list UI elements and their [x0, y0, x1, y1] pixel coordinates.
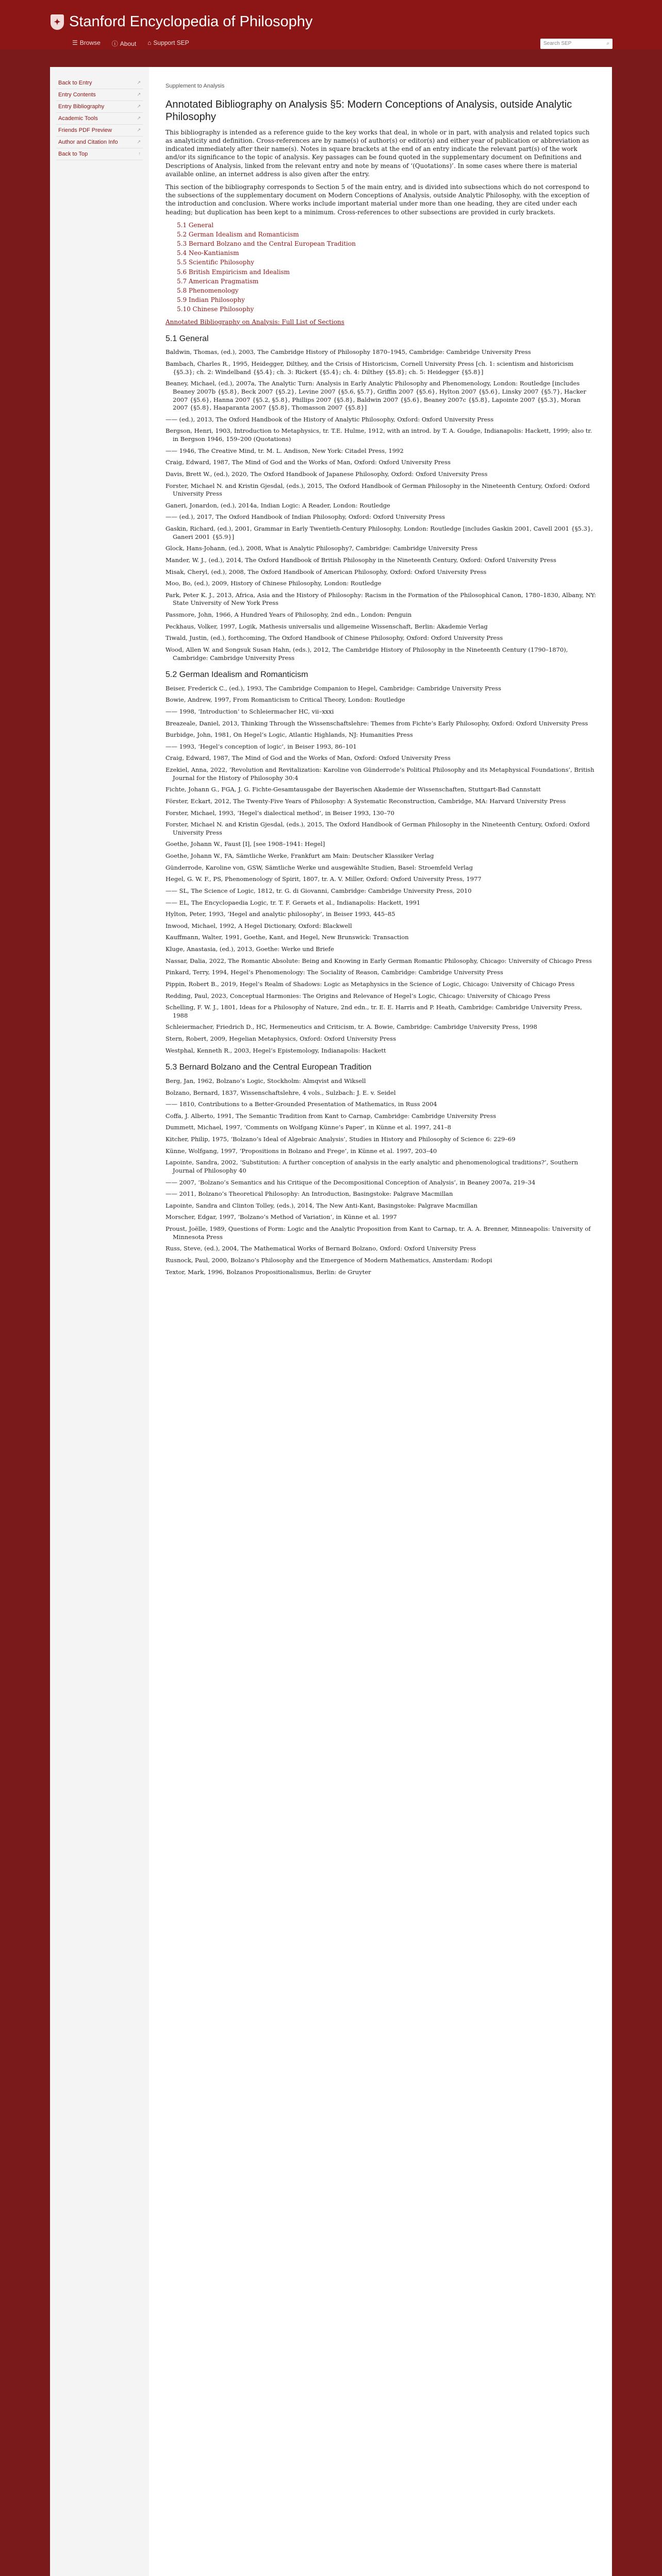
bibliography-entry: Beaney, Michael, (ed.), 2007a, The Analytic Turn: Analysis in Early Analytic Philosophy and Phenomenology, London: Routledge [includes Beaney 2007b {§5.8}, Beck 2007 {§5.2}, Levine 2007 {§5.6, §5.7}, Griffin 2007 {§5.6}, Hylton 2007 {§5.6}, Linsky 2007 {§5.7}, Hacker 2007 {§5.6}, Hanna 2007 {§5.2, §5.8}, Phillips 2007 {§5.8}, Baldwin 2007 {§5.6}, Beaney 2007c {§5.8}, Lapointe 2007 {§5.3}, Moran 2007 {§5.8}, Haaparanta 2007 {§5.8}, Thomasson 2007 {§5.8}]: [166, 380, 586, 412]
toc-link[interactable]: 5.8 Phenomenology: [177, 287, 239, 295]
bibliography-entry: Redding, Paul, 2023, Conceptual Harmonies: The Origins and Relevance of Hegel’s Logic, Chicago: University of Chicago Press: [166, 992, 551, 999]
bibliography-entry: Bambach, Charles R., 1995, Heidegger, Dilthey, and the Crisis of Historicism, Cornell University Press [ch. 1: scientism and historicism {§5.3}; ch. 2: Windelband {§5.4}; ch. 3: Rickert {§5.4}; ch. 4: Dilthey {§5.8}; ch. 5: Heidegger {§5.8}]: [166, 360, 574, 376]
sidebar-item-entry-contents[interactable]: Entry Contents ↗: [56, 89, 143, 101]
site-logo[interactable]: [51, 13, 312, 30]
bibliography-entry: —— 1993, ‘Hegel’s conception of logic’, in Beiser 1993, 86–101: [166, 742, 357, 750]
bibliography-entry: Pinkard, Terry, 1994, Hegel’s Phenomenology: The Sociality of Reason, Cambridge: Cambridge University Press: [166, 969, 503, 976]
bibliography-entry: Westphal, Kenneth R., 2003, Hegel’s Epistemology, Indianapolis: Hackett: [166, 1046, 386, 1054]
bibliography-entry: Wood, Allen W. and Songsuk Susan Hahn, (eds.), 2012, The Cambridge History of Philosophy in the Nineteenth Century (1790–1870), Cambridge: Cambridge University Press: [166, 646, 568, 662]
bibliography-entry: Burbidge, John, 1981, On Hegel’s Logic, Atlantic Highlands, NJ: Humanities Press: [166, 731, 413, 739]
bibliography-entry: Kluge, Anastasia, (ed.), 2013, Goethe: Werke und Briefe: [166, 945, 334, 953]
bibliography-entry: Beiser, Frederick C., (ed.), 1993, The Cambridge Companion to Hegel, Cambridge: Cambridge University Press: [166, 684, 502, 692]
toc-link[interactable]: 5.9 Indian Philosophy: [177, 296, 245, 304]
sep-logo-icon: ✦: [51, 14, 64, 30]
bibliography-entry: —— 2011, Bolzano’s Theoretical Philosophy: An Introduction, Basingstoke: Palgrave Macmillan: [166, 1190, 453, 1198]
sidebar: [50, 67, 149, 2576]
bibliography-entry: Bolzano, Bernard, 1837, Wissenschaftslehre, 4 vols., Sulzbach: J. E. v. Seidel: [166, 1089, 396, 1096]
sidebar-item-academic-tools[interactable]: Academic Tools ↗: [56, 113, 143, 125]
bibliography-entry: Morscher, Edgar, 1997, ‘Bolzano’s Method of Variation’, in Künne et al. 1997: [166, 1213, 397, 1221]
sidebar-item-back-to-entry[interactable]: Back to Entry ↗: [56, 77, 143, 89]
bibliography-entry: Forster, Michael N. and Kristin Gjesdal, (eds.), 2015, The Oxford Handbook of German Philosophy in the Nineteenth Century, Oxford: Oxford University Press: [166, 821, 590, 836]
bibliography-entry: —— 2007, ‘Bolzano’s Semantics and his Critique of the Decompositional Conception of Analysis’, in Beaney 2007a, 219–34: [166, 1178, 536, 1186]
search-input[interactable]: Search SEP ⌕: [540, 39, 613, 49]
bibliography-entry: Peckhaus, Volker, 1997, Logik, Mathesis universalis und allgemeine Wissenschaft, Berlin: Akademie Verlag: [166, 622, 488, 630]
bank-icon: ⌂: [147, 39, 152, 46]
bibliography-entry: Fichte, Johann G., FGA, J. G. Fichte-Gesamtausgabe der Bayerischen Akademie der Wissenschaften, Stuttgart-Bad Cannstatt: [166, 786, 541, 793]
info-icon: ⓘ: [111, 40, 118, 47]
sidebar-item-bibliography[interactable]: Entry Bibliography ↗: [56, 101, 143, 113]
intro-paragraph-2: This section of the bibliography corresponds to Section 5 of the main entry, and is divided into subsections which do not correspond to the subsections of the supplementary document on Modern Conceptions of Analysis, outside Analytic Philosophy, with the exception of the introduction and conclusion. Where works include important material under more than one heading, they are cited under each heading; but duplication has been kept to a minimum. Cross-references to other subsections are provided in curly brackets.: [166, 183, 589, 216]
sidebar-item-pdf-preview[interactable]: Friends PDF Preview ↗: [56, 125, 143, 137]
bibliography-entry: —— SL, The Science of Logic, 1812, tr. G. di Giovanni, Cambridge: Cambridge University Press, 2010: [166, 887, 472, 894]
bibliography-entry: Lapointe, Sandra, 2002, ‘Substitution: A further conception of analysis in the early analytic and phenomenological traditions?’, Southern Journal of Philosophy 40: [166, 1159, 578, 1174]
bibliography-entry: Craig, Edward, 1987, The Mind of God and the Works of Man, Oxford: Oxford University Press: [166, 459, 451, 466]
search-icon[interactable]: ⌕: [606, 41, 609, 46]
sidebar-item-back-to-top[interactable]: Back to Top ↑: [56, 148, 143, 160]
bibliography-entry: Glock, Hans-Johann, (ed.), 2008, What is Analytic Philosophy?, Cambridge: Cambridge University Press: [166, 545, 478, 552]
sidebar-item-citation[interactable]: Author and Citation Info ↗: [56, 137, 143, 148]
supplement-label: Supplement to Analysis: [166, 83, 225, 89]
section-toc: [177, 221, 597, 314]
bibliography-entry: —— EL, The Encyclopaedia Logic, tr. T. F. Geraets et al., Indianapolis: Hackett, 1991: [166, 899, 421, 906]
page-title: Annotated Bibliography on Analysis §5: Modern Conceptions of Analysis, outside Analytic Philosophy: [166, 98, 572, 123]
bibliography-entry: Coffa, J. Alberto, 1991, The Semantic Tradition from Kant to Carnap, Cambridge: Cambridge University Press: [166, 1112, 496, 1120]
toc-link[interactable]: 5.6 British Empiricism and Idealism: [177, 268, 290, 276]
bibliography-entry: Forster, Michael, 1993, ‘Hegel’s dialectical method’, in Beiser 1993, 130–70: [166, 809, 394, 817]
nav-support[interactable]: ⌂ Support SEP: [147, 39, 189, 46]
bibliography-entry: Ezekiel, Anna, 2022, ‘Revolution and Revitalization: Karoline von Günderrode’s Political Philosophy and its Metaphysical Foundations’, British Journal for the History of Philosophy 30:4: [166, 766, 594, 782]
bibliography-entry: Berg, Jan, 1962, Bolzano’s Logic, Stockholm: Almqvist and Wiksell: [166, 1077, 366, 1084]
arrow-icon: ↗: [137, 127, 141, 132]
toc-link[interactable]: 5.3 Bernard Bolzano and the Central European Tradition: [177, 240, 356, 248]
bibliography-entry: Bowie, Andrew, 1997, From Romanticism to Critical Theory, London: Routledge: [166, 696, 405, 704]
section-heading: 5.3 Bernard Bolzano and the Central European Tradition: [166, 1063, 372, 1072]
bibliography-entry: Misak, Cheryl, (ed.), 2008, The Oxford Handbook of American Philosophy, Oxford: Oxford University Press: [166, 568, 487, 575]
full-sections-link[interactable]: Annotated Bibliography on Analysis: Full List of Sections: [166, 318, 344, 326]
site-title[interactable]: Stanford Encyclopedia of Philosophy: [69, 13, 313, 30]
arrow-icon: ↗: [137, 92, 141, 97]
bibliography-entry: —— 1998, ‘Introduction’ to Schleiermacher HC, vii–xxxi: [166, 707, 334, 715]
bibliography-entry: —— (ed.), 2017, The Oxford Handbook of Indian Philosophy, Oxford: Oxford University Press: [166, 513, 445, 521]
bibliography-entry: —— 1810, Contributions to a Better-Grounded Presentation of Mathematics, in Russ 2004: [166, 1100, 437, 1108]
bibliography-entry: Tiwald, Justin, (ed.), forthcoming, The Oxford Handbook of Chinese Philosophy, Oxford: Oxford University Press: [166, 634, 503, 642]
bibliography-entry: Nassar, Dalia, 2022, The Romantic Absolute: Being and Knowing in Early German Romantic Philosophy, Chicago: University of Chicago Press: [166, 957, 592, 964]
bibliography-entry: Davis, Brett W., (ed.), 2020, The Oxford Handbook of Japanese Philosophy, Oxford: Oxford University Press: [166, 470, 488, 478]
arrow-icon: ↗: [137, 139, 141, 144]
bibliography-entry: Forster, Michael N. and Kristin Gjesdal, (eds.), 2015, The Oxford Handbook of German Philosophy in the Nineteenth Century, Oxford: Oxford University Press: [166, 482, 590, 498]
bibliography-entry: Passmore, John, 1966, A Hundred Years of Philosophy, 2nd edn., London: Penguin: [166, 611, 412, 618]
nav-browse[interactable]: ☰ Browse: [72, 39, 101, 46]
nav-about[interactable]: ⓘ About: [111, 40, 137, 47]
bibliography-entry: Bergson, Henri, 1903, Introduction to Metaphysics, tr. T.E. Hulme, 1912, with an introd. by T. A. Goudge, Indianapolis: Hackett, 1999; also tr. in Bergson 1946, 159–200 (Quotations): [166, 427, 592, 443]
toc-link[interactable]: 5.7 American Pragmatism: [177, 277, 259, 285]
arrow-icon: ↗: [137, 104, 141, 109]
bibliography-entry: Russ, Steve, (ed.), 2004, The Mathematical Works of Bernard Bolzano, Oxford: Oxford University Press: [166, 1245, 476, 1252]
bibliography-entry: Schelling, F. W. J., 1801, Ideas for a Philosophy of Nature, 2nd edn., tr. E. E. Harris and P. Heath, Cambridge: Cambridge University Press, 1988: [166, 1004, 582, 1019]
bibliography-entry: Hylton, Peter, 1993, ‘Hegel and analytic philosophy’, in Beiser 1993, 445–85: [166, 910, 395, 918]
bibliography-entry: —— 1946, The Creative Mind, tr. M. L. Andison, New York: Citadel Press, 1992: [166, 447, 404, 454]
bibliography-entry: Textor, Mark, 1996, Bolzanos Propositionalismus, Berlin: de Gruyter: [166, 1268, 371, 1276]
bibliography-entry: Dummett, Michael, 1997, ‘Comments on Wolfgang Künne’s Paper’, in Künne et al. 1997, 241–8: [166, 1124, 451, 1131]
intro-paragraph-1: This bibliography is intended as a reference guide to the key works that deal, in whole or in part, with analysis and related topics such as analyticity and definition. Cross-references are by name(s) of author(s) or editor(s) and either year of publication or abbreviation as indicated immediately after their name(s). Notes in square brackets at the end of an entry indicate the relevant part(s) of the work and/or its significance to the topic of analysis. Key passages can be found quoted in the supplementary document on Definitions and Descriptions of Analysis, linked from the relevant entry and note by means of ‘(Quotations)’. In some cases where there is material available online, an internet address is also given after the entry.: [166, 128, 590, 178]
toc-link[interactable]: 5.1 General: [177, 221, 214, 229]
bibliography-entry: Craig, Edward, 1987, The Mind of God and the Works of Man, Oxford: Oxford University Press: [166, 754, 451, 762]
bibliography-entry: Schleiermacher, Friedrich D., HC, Hermeneutics and Criticism, tr. A. Bowie, Cambridge: Cambridge University Press, 1998: [166, 1023, 537, 1031]
toc-link[interactable]: 5.5 Scientific Philosophy: [177, 259, 254, 266]
main-nav: [72, 39, 189, 48]
bibliography-entry: Künne, Wolfgang, 1997, ‘Propositions in Bolzano and Frege’, in Künne et al. 1997, 203–40: [166, 1147, 437, 1155]
bibliography-entry: Kauffmann, Walter, 1991, Goethe, Kant, and Hegel, New Brunswick: Transaction: [166, 934, 409, 941]
page-container: [50, 67, 612, 2576]
toc-link[interactable]: 5.2 German Idealism and Romanticism: [177, 230, 299, 238]
sidebar-list: [56, 77, 143, 160]
bibliography-entry: Günderrode, Karoline von, GSW, Sämtliche Werke und ausgewählte Studien, Basel: Stroemfeld Verlag: [166, 863, 473, 871]
bibliography-entry: Gaskin, Richard, (ed.), 2001, Grammar in Early Twentieth-Century Philosophy, London: Routledge [includes Gaskin 2001, Cavell 2001 {§5.3}, Ganeri 2001 {§5.9}]: [166, 525, 593, 540]
bibliography-entry: Goethe, Johann W., Faust [I], [see 1908–1941: Hegel]: [166, 840, 325, 848]
main-content: [166, 82, 597, 1280]
bibliography-entry: Hegel, G. W. F., PS, Phenomenology of Spirit, 1807, tr. A. V. Miller, Oxford: Oxford University Press, 1977: [166, 875, 482, 883]
bibliography-entry: Baldwin, Thomas, (ed.), 2003, The Cambridge History of Philosophy 1870–1945, Cambridge: Cambridge University Press: [166, 348, 531, 356]
bibliography-entry: Park, Peter K. J., 2013, Africa, Asia and the History of Philosophy: Racism in the Formation of the Philosophical Canon, 1780–1830, Albany, NY: State University of New York Press: [166, 591, 596, 607]
toc-link[interactable]: 5.10 Chinese Philosophy: [177, 306, 254, 313]
bibliography-entry: Moo, Bo, (ed.), 2009, History of Chinese Philosophy, London: Routledge: [166, 580, 382, 587]
bibliography-entry: Ganeri, Jonardon, (ed.), 2014a, Indian Logic: A Reader, London: Routledge: [166, 501, 390, 509]
bibliography-entry: Stern, Robert, 2009, Hegelian Metaphysics, Oxford: Oxford University Press: [166, 1035, 396, 1043]
bibliography-entry: Mander, W. J., (ed.), 2014, The Oxford Handbook of British Philosophy in the Nineteenth Century, Oxford: Oxford University Press: [166, 556, 556, 564]
arrow-icon: ↗: [137, 80, 141, 85]
bibliography-entry: Pippin, Robert B., 2019, Hegel’s Realm of Shadows: Logic as Metaphysics in the Science of Logic, Chicago: University of Chicago Press: [166, 980, 575, 988]
bibliography-entry: Kitcher, Philip, 1975, ‘Bolzano’s Ideal of Algebraic Analysis’, Studies in History and Philosophy of Science 6: 229–69: [166, 1136, 516, 1143]
bibliography-entry: Goethe, Johann W., FA, Sämtliche Werke, Frankfurt am Main: Deutscher Klassiker Verlag: [166, 852, 434, 860]
bibliography-sections: [166, 333, 597, 1276]
arrow-icon: ↑: [138, 151, 141, 156]
site-header: [0, 0, 662, 49]
bibliography-entry: Inwood, Michael, 1992, A Hegel Dictionary, Oxford: Blackwell: [166, 922, 352, 929]
bibliography-entry: Lapointe, Sandra and Clinton Tolley, (eds.), 2014, The New Anti-Kant, Basingstoke: Palgrave Macmillan: [166, 1201, 477, 1209]
bibliography-entry: Rusnock, Paul, 2000, Bolzano’s Philosophy and the Emergence of Modern Mathematics, Amsterdam: Rodopi: [166, 1256, 492, 1264]
section-heading: 5.1 General: [166, 334, 209, 343]
arrow-icon: ↗: [137, 115, 141, 121]
browse-icon: ☰: [72, 39, 78, 46]
bibliography-entry: Förster, Eckart, 2012, The Twenty-Five Years of Philosophy: A Systematic Reconstruction, Cambridge, MA: Harvard University Press: [166, 797, 566, 805]
bibliography-entry: —— (ed.), 2013, The Oxford Handbook of the History of Analytic Philosophy, Oxford: Oxford University Press: [166, 415, 494, 423]
bibliography-entry: Breazeale, Daniel, 2013, Thinking Through the Wissenschaftslehre: Themes from Fichte’s Early Philosophy, Oxford: Oxford University Press: [166, 719, 588, 727]
toc-link[interactable]: 5.4 Neo-Kantianism: [177, 249, 239, 257]
section-heading: 5.2 German Idealism and Romanticism: [166, 670, 308, 680]
bibliography-entry: Proust, Joëlle, 1989, Questions of Form: Logic and the Analytic Proposition from Kant to Carnap, tr. A. A. Brenner, Minneapolis: University of Minnesota Press: [166, 1225, 591, 1241]
